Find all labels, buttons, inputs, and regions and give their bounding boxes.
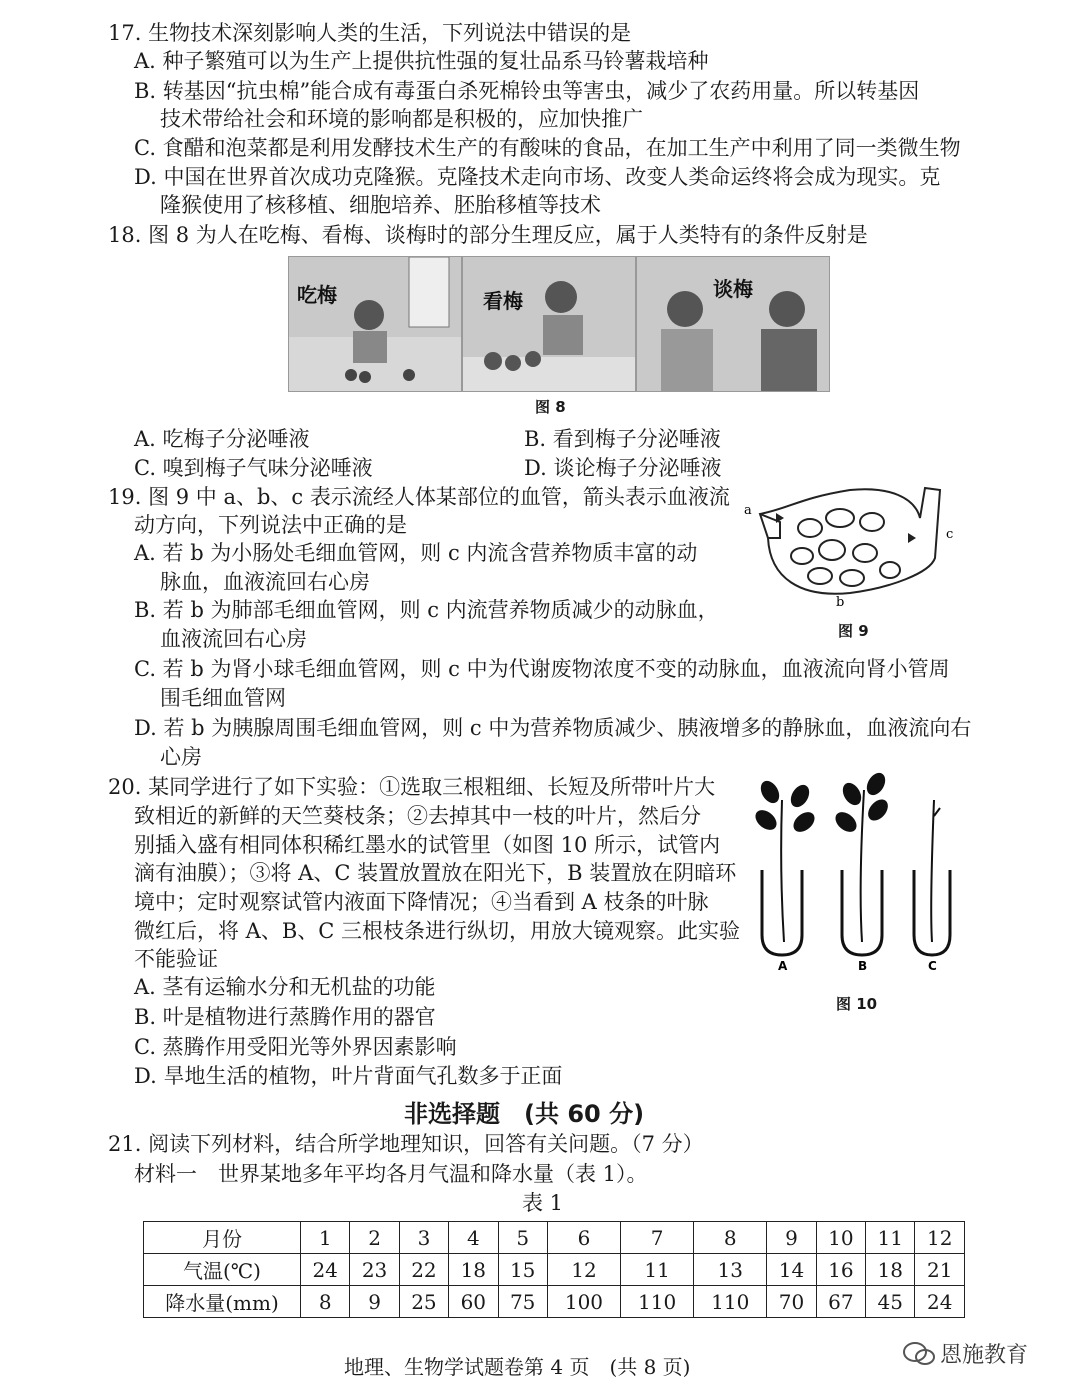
q17-option-b-line2: 技术带给社会和环境的影响都是积极的，应加快推广 bbox=[160, 107, 643, 131]
table-cell: 110 bbox=[621, 1286, 694, 1318]
figure10-test-tubes bbox=[752, 770, 967, 975]
q17-option-a: A. 种子繁殖可以为生产上提供抗性强的复壮品系马铃薯栽培种 bbox=[134, 49, 709, 73]
table-cell: 降水量(mm) bbox=[144, 1286, 301, 1318]
q20-option-d: D. 旱地生活的植物，叶片背面气孔数多于正面 bbox=[134, 1064, 563, 1088]
climate-table bbox=[143, 1221, 965, 1318]
table-cell: 110 bbox=[694, 1286, 767, 1318]
q20-line3: 别插入盛有相同体积稀红墨水的试管里（如图 10 所示，试管内 bbox=[134, 833, 721, 857]
q18-stem: 18. 图 8 为人在吃梅、看梅、谈梅时的部分生理反应，属于人类特有的条件反射是 bbox=[108, 223, 868, 247]
table-cell: 60 bbox=[449, 1286, 498, 1318]
table-cell: 8 bbox=[694, 1222, 767, 1254]
table-cell: 100 bbox=[547, 1286, 620, 1318]
table-cell: 24 bbox=[915, 1286, 965, 1318]
q20-line2: 致相近的新鲜的天竺葵枝条；②去掉其中一枝的叶片，然后分 bbox=[134, 804, 701, 828]
table-cell: 9 bbox=[350, 1286, 399, 1318]
table-cell: 11 bbox=[621, 1254, 694, 1286]
table-cell: 12 bbox=[547, 1254, 620, 1286]
table-row-precipitation bbox=[144, 1286, 965, 1318]
table-cell: 3 bbox=[399, 1222, 448, 1254]
table-cell: 5 bbox=[498, 1222, 547, 1254]
q19-option-d-line1: D. 若 b 为胰腺周围毛细血管网，则 c 中为营养物质减少、胰液增多的静脉血，血液流向右 bbox=[134, 716, 972, 740]
boy-looking-illustration bbox=[463, 257, 635, 391]
q20-line6: 微红后，将 A、B、C 三根枝条进行纵切，用放大镜观察。此实验 bbox=[134, 919, 741, 943]
figure9-capillary-diagram bbox=[740, 478, 965, 613]
figure10-label: 图 10 bbox=[836, 995, 878, 1013]
panel-caption-see: 看梅 bbox=[483, 289, 523, 313]
table-cell: 12 bbox=[915, 1222, 965, 1254]
q19-option-d-line2: 心房 bbox=[160, 745, 202, 769]
vessel-label-a: a bbox=[744, 503, 752, 518]
vessel-label-b: b bbox=[836, 595, 845, 610]
q18-option-b: B. 看到梅子分泌唾液 bbox=[524, 427, 721, 451]
table-cell: 11 bbox=[866, 1222, 915, 1254]
table-cell: 21 bbox=[915, 1254, 965, 1286]
table-cell: 18 bbox=[449, 1254, 498, 1286]
boy-eating-illustration bbox=[289, 257, 461, 391]
q18-option-c: C. 嗅到梅子气味分泌唾液 bbox=[134, 456, 373, 480]
q17-option-c: C. 食醋和泡菜都是利用发酵技术生产的有酸味的食品，在加工生产中利用了同一类微生物 bbox=[134, 136, 961, 160]
q19-option-c-line2: 围毛细血管网 bbox=[160, 686, 286, 710]
q20-line4: 滴有油膜）；③将 A、C 装置放置放在阳光下，B 装置放在阴暗环 bbox=[134, 861, 737, 885]
table-cell: 22 bbox=[399, 1254, 448, 1286]
table-cell: 7 bbox=[621, 1222, 694, 1254]
vessel-label-c: c bbox=[946, 527, 954, 542]
table-cell: 15 bbox=[498, 1254, 547, 1286]
table-cell: 9 bbox=[767, 1222, 816, 1254]
q20-option-b: B. 叶是植物进行蒸腾作用的器官 bbox=[134, 1005, 436, 1029]
table-cell: 10 bbox=[816, 1222, 865, 1254]
tube-label-a: A bbox=[778, 959, 788, 973]
table-header-row bbox=[144, 1222, 965, 1254]
table-cell: 13 bbox=[694, 1254, 767, 1286]
table-cell: 2 bbox=[350, 1222, 399, 1254]
q20-option-c: C. 蒸腾作用受阳光等外界因素影响 bbox=[134, 1035, 457, 1059]
table-cell: 8 bbox=[301, 1286, 350, 1318]
table-row-temperature bbox=[144, 1254, 965, 1286]
q18-option-d: D. 谈论梅子分泌唾液 bbox=[524, 456, 722, 480]
table1-caption: 表 1 bbox=[522, 1191, 564, 1215]
table-cell: 气温(℃) bbox=[144, 1254, 301, 1286]
figure9-label: 图 9 bbox=[838, 622, 869, 640]
table-cell: 6 bbox=[547, 1222, 620, 1254]
q19-option-c-line1: C. 若 b 为肾小球毛细血管网，则 c 中为代谢废物浓度不变的动脉血，血液流向肾小管周 bbox=[134, 657, 950, 681]
q19-option-a-line2: 脉血，血液流回右心房 bbox=[160, 570, 370, 594]
tube-label-b: B bbox=[858, 959, 868, 973]
q19-option-b-line2: 血液流回右心房 bbox=[160, 627, 307, 651]
panel-caption-talk: 谈梅 bbox=[713, 277, 753, 301]
panel-caption-eat: 吃梅 bbox=[297, 283, 337, 307]
q20-line7: 不能验证 bbox=[134, 947, 218, 971]
table-cell: 70 bbox=[767, 1286, 816, 1318]
table-cell: 23 bbox=[350, 1254, 399, 1286]
watermark-text: 恩施教育 bbox=[940, 1343, 1029, 1368]
table-cell: 25 bbox=[399, 1286, 448, 1318]
q20-option-a: A. 茎有运输水分和无机盐的功能 bbox=[134, 975, 436, 999]
table-cell: 24 bbox=[301, 1254, 350, 1286]
figure8-panel-eat bbox=[288, 256, 462, 392]
section-title: 非选择题 (共 60 分) bbox=[404, 1100, 645, 1128]
figure8-panel-talk bbox=[636, 256, 830, 392]
q19-option-a-line1: A. 若 b 为小肠处毛细血管网，则 c 内流含营养物质丰富的动 bbox=[134, 541, 698, 565]
q21-stem: 21. 阅读下列材料，结合所学地理知识，回答有关问题。（7 分） bbox=[108, 1132, 704, 1156]
q17-option-d-line1: D. 中国在世界首次成功克隆猴。克隆技术走向市场、改变人类命运终将会成为现实。克 bbox=[134, 165, 941, 189]
q19-option-b-line1: B. 若 b 为肺部毛细血管网，则 c 内流营养物质减少的动脉血， bbox=[134, 598, 719, 622]
table-cell: 75 bbox=[498, 1286, 547, 1318]
q20-line1: 20. 某同学进行了如下实验：①选取三根粗细、长短及所带叶片大 bbox=[108, 775, 716, 799]
q19-stem-line2: 动方向，下列说法中正确的是 bbox=[134, 513, 407, 537]
table-cell: 16 bbox=[816, 1254, 865, 1286]
page-footer: 地理、生物学试题卷第 4 页 (共 8 页) bbox=[344, 1355, 691, 1379]
q20-line5: 境中；定时观察试管内液面下降情况；④当看到 A 枝条的叶脉 bbox=[134, 890, 709, 914]
figure8-label: 图 8 bbox=[535, 398, 566, 416]
tube-label-c: C bbox=[928, 959, 937, 973]
q17-stem: 17. 生物技术深刻影响人类的生活，下列说法中错误的是 bbox=[108, 21, 632, 45]
q19-stem-line1: 19. 图 9 中 a、b、c 表示流经人体某部位的血管，箭头表示血液流 bbox=[108, 485, 730, 509]
table-cell: 月份 bbox=[144, 1222, 301, 1254]
q17-option-b-line1: B. 转基因“抗虫棉”能合成有毒蛋白杀死棉铃虫等害虫，减少了农药用量。所以转基因 bbox=[134, 79, 920, 103]
q17-option-d-line2: 隆猴使用了核移植、细胞培养、胚胎移植等技术 bbox=[160, 193, 601, 217]
q18-option-a: A. 吃梅子分泌唾液 bbox=[134, 427, 310, 451]
table-cell: 67 bbox=[816, 1286, 865, 1318]
wechat-icon bbox=[902, 1340, 936, 1368]
q21-material: 材料一 世界某地多年平均各月气温和降水量（表 1）。 bbox=[134, 1162, 648, 1186]
table-cell: 14 bbox=[767, 1254, 816, 1286]
table-cell: 1 bbox=[301, 1222, 350, 1254]
figure8-panel-see bbox=[462, 256, 636, 392]
table-cell: 45 bbox=[866, 1286, 915, 1318]
table-cell: 4 bbox=[449, 1222, 498, 1254]
table-cell: 18 bbox=[866, 1254, 915, 1286]
